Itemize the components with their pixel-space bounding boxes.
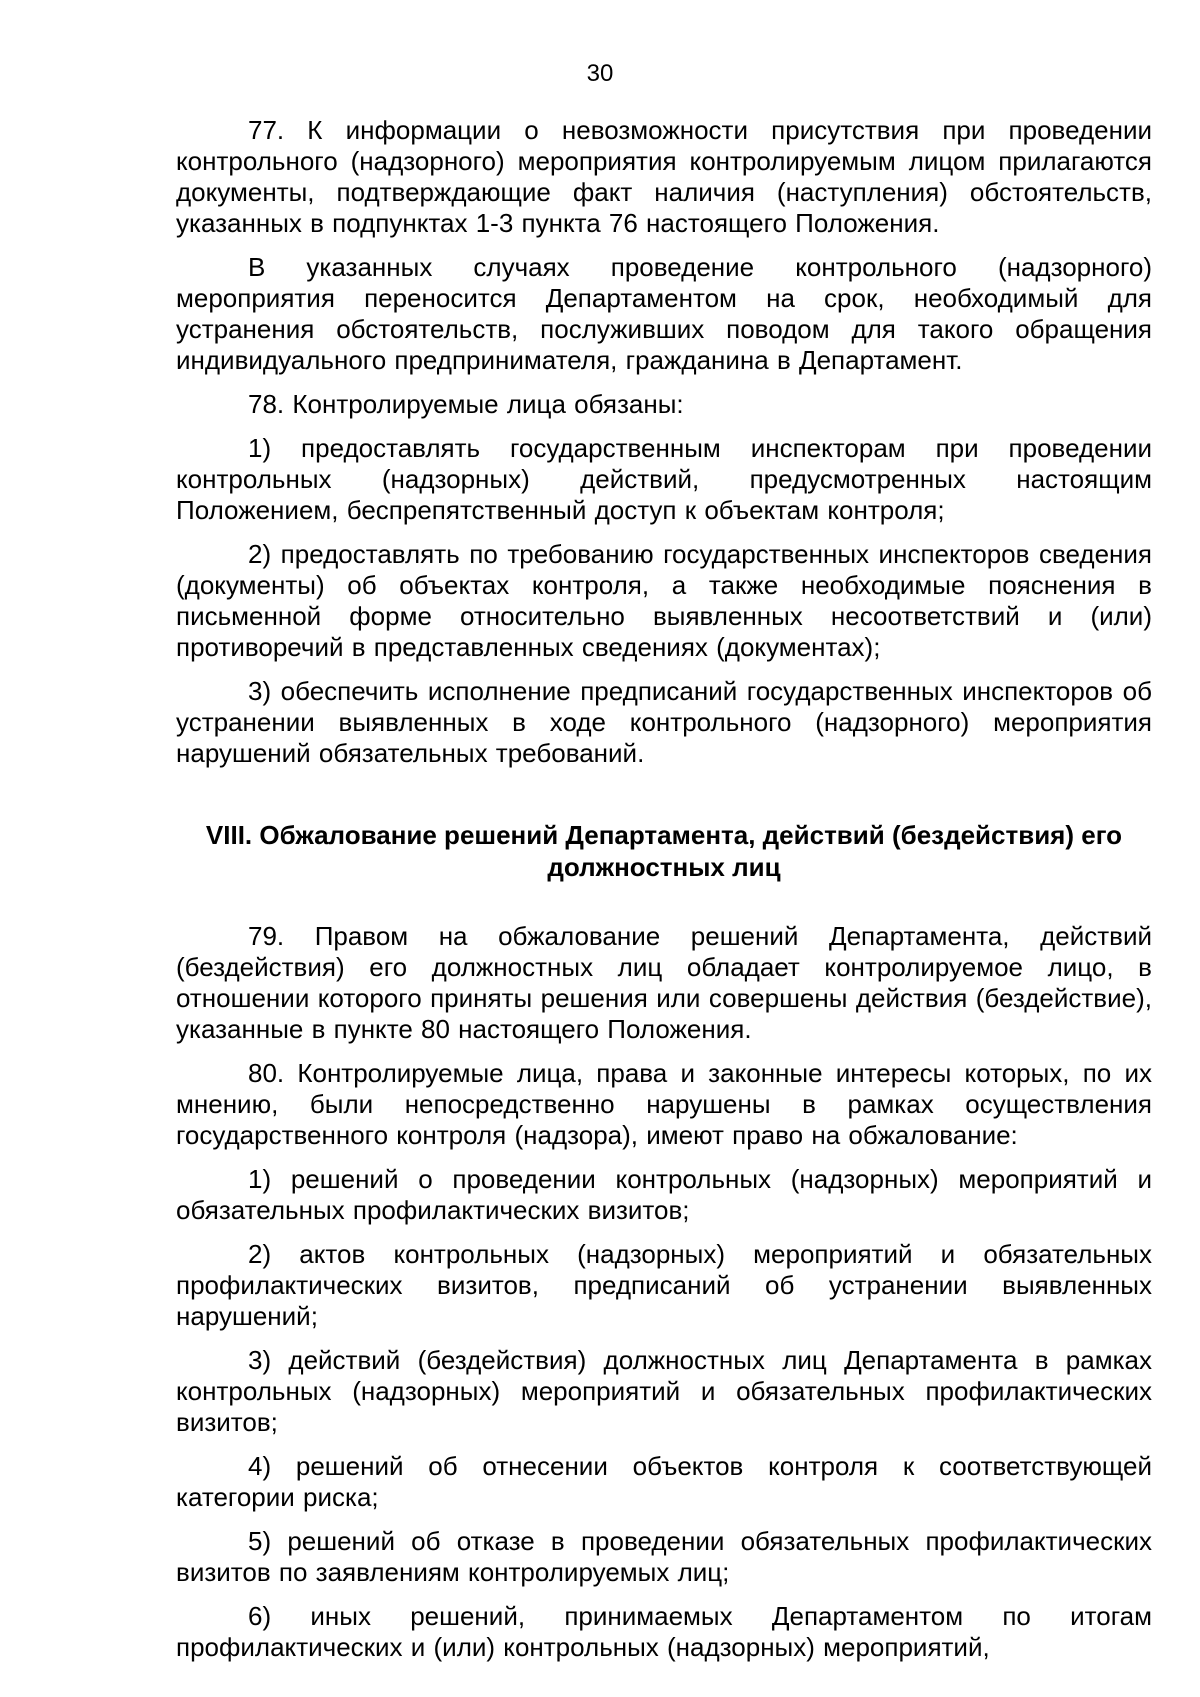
page-number: 30	[586, 60, 614, 87]
paragraph-77: 77. К информации о невозможности присутствия при проведении контрольного (надзорного) мероприятия контролируемым лицом прилагаются документы, подтверждающие факт наличия (наступления) обстоятельств, указанных в подпунктах 1-3 пункта 76 настоящего Положения.	[176, 115, 1152, 238]
paragraph-80: 80. Контролируемые лица, права и законные интересы которых, по их мнению, были непосредственно нарушены в рамках осуществления государственного контроля (надзора), имеют право на обжалование:	[176, 1058, 1152, 1150]
paragraph-80-item-5: 5) решений об отказе в проведении обязательных профилактических визитов по заявлениям контролируемых лиц;	[176, 1526, 1152, 1587]
paragraph-postponement: В указанных случаях проведение контрольного (надзорного) мероприятия переносится Департаментом на срок, необходимый для устранения обстоятельств, послуживших поводом для такого обращения индивидуального предпринимателя, гражданина в Департамент.	[176, 252, 1152, 375]
paragraph-79: 79. Правом на обжалование решений Департамента, действий (бездействия) его должностных лиц обладает контролируемое лицо, в отношении которого приняты решения или совершены действия (бездействие), указанные в пункте 80 настоящего Положения.	[176, 921, 1152, 1044]
paragraph-78-item-2: 2) предоставлять по требованию государственных инспекторов сведения (документы) об объектах контроля, а также необходимые пояснения в письменной форме относительно выявленных несоответствий и (или) противоречий в представленных сведениях (документах);	[176, 539, 1152, 662]
section-heading-viii: VIII. Обжалование решений Департамента, действий (бездействия) его должностных лиц	[205, 820, 1123, 882]
paragraph-78-item-1: 1) предоставлять государственным инспекторам при проведении контрольных (надзорных) действий, предусмотренных настоящим Положением, беспрепятственный доступ к объектам контроля;	[176, 433, 1152, 525]
paragraph-78-item-3: 3) обеспечить исполнение предписаний государственных инспекторов об устранении выявленных в ходе контрольного (надзорного) мероприятия нарушений обязательных требований.	[176, 676, 1152, 768]
paragraph-80-item-4: 4) решений об отнесении объектов контроля к соответствующей категории риска;	[176, 1451, 1152, 1512]
paragraph-78: 78. Контролируемые лица обязаны:	[248, 389, 684, 419]
document-body	[176, 115, 1152, 1663]
paragraph-80-item-2: 2) актов контрольных (надзорных) мероприятий и обязательных профилактических визитов, предписаний об устранении выявленных нарушений;	[176, 1239, 1152, 1331]
paragraph-80-item-3: 3) действий (бездействия) должностных лиц Департамента в рамках контрольных (надзорных) мероприятий и обязательных профилактических визитов;	[176, 1345, 1152, 1437]
paragraph-80-item-1: 1) решений о проведении контрольных (надзорных) мероприятий и обязательных профилактических визитов;	[176, 1164, 1152, 1225]
paragraph-80-item-6: 6) иных решений, принимаемых Департаментом по итогам профилактических и (или) контрольных (надзорных) мероприятий,	[176, 1601, 1152, 1662]
